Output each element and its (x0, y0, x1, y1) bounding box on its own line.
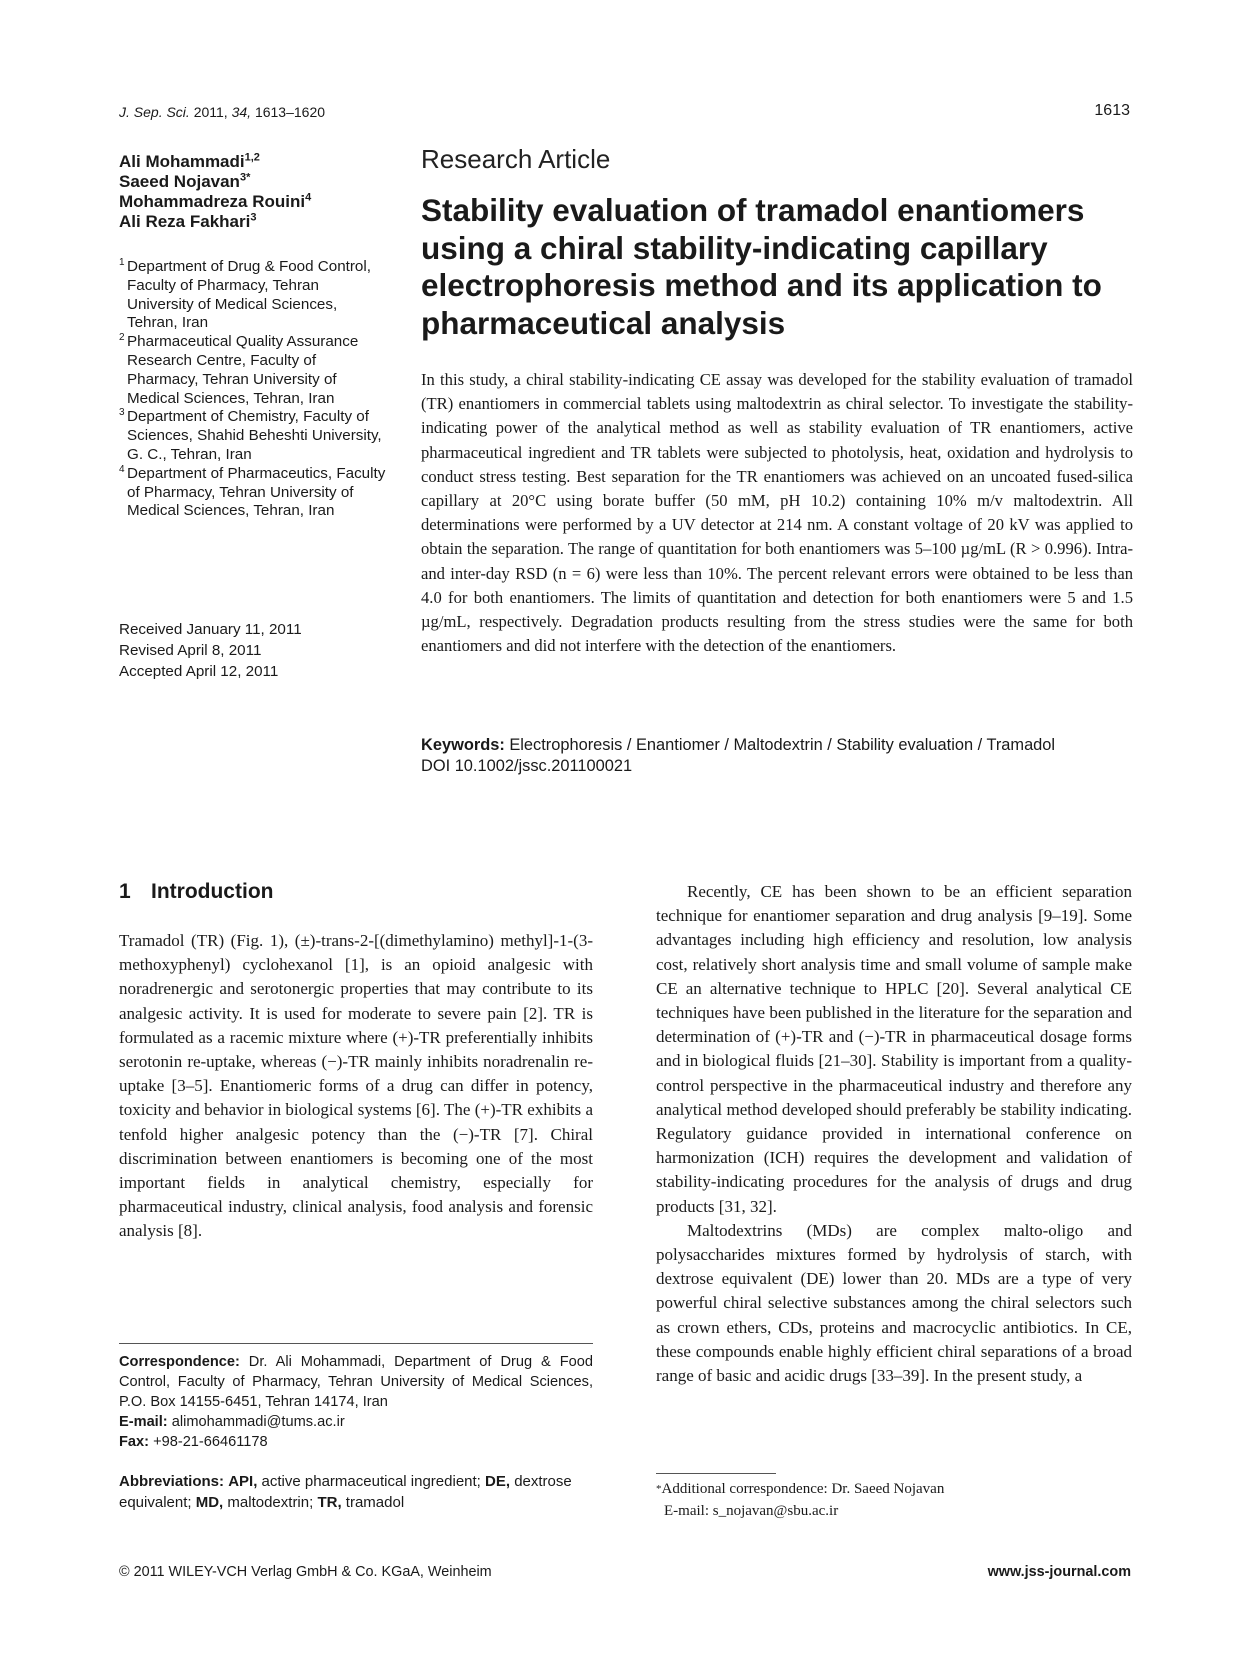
intro-paragraph-2: Recently, CE has been shown to be an efficient separation technique for enantiomer separation and drug analysis [9–19]. Some advantages including high efficiency and resolution, low analysis cost, relatively short analysis time and small volume of sample make CE an alternative technique to HPLC [20]. Several analytical CE techniques have been published in the literature for the separation and determination of (+)-TR and (−)-TR in pharmaceutical dosage forms and in biological fluids [21–30]. Stability is important from a quality-control perspective in the pharmaceutical industry and therefore any analytical method developed should preferably be stability indicating. Regulatory guidance provided in international conference on harmonization (ICH) requires the development and validation of stability-indicating procedures for the analysis of drugs and drug products [31, 32]. (656, 882, 1132, 1216)
footer-journal-url[interactable]: www.jss-journal.com (987, 1564, 1131, 1580)
keywords-label: Keywords: (421, 736, 505, 754)
article-dates (119, 619, 302, 682)
author: Ali Mohammadi$^{1,2}$ (119, 151, 260, 171)
running-head (119, 104, 325, 120)
section-title: Introduction (151, 880, 274, 903)
section-number: 1 (119, 880, 131, 903)
abbreviation: TR, (317, 1493, 342, 1511)
email-label: E-mail: (119, 1414, 168, 1430)
affiliation: 4 Department of Pharmaceutics, Faculty of Pharmacy, Tehran University of Medical Sciences, Tehran, Iran (119, 463, 386, 520)
author: Saeed Nojavan$^{3*}$ (119, 171, 251, 191)
intro-paragraph-1: Tramadol (TR) (Fig. 1), (±)-trans-2-[(dimethylamino) methyl]-1-(3-methoxyphenyl) cyclohexanol [1], is an opioid analgesic with noradrenergic and serotonergic properties that may contribute to its analgesic activity. It is used for moderate to severe pain [2]. TR is formulated as a racemic mixture where (+)-TR preferentially inhibits serotonin re-uptake, whereas (−)-TR mainly inhibits noradrenalin re-uptake [3–5]. Enantiomeric forms of a drug can differ in potency, toxicity and behavior in biological systems [6]. The (+)-TR exhibits a tenfold higher analgesic potency than the (−)-TR [7]. Chiral discrimination between enantiomers is becoming one of the most important fields in analytical chemistry, especially for pharmaceutical industry, clinical analysis, food analysis and forensic analysis [8]. (119, 931, 593, 1241)
footer-copyright: © 2011 WILEY-VCH Verlag GmbH & Co. KGaA, Weinheim (119, 1564, 492, 1580)
journal-volume: 34, (231, 104, 252, 120)
author: Mohammadreza Rouini$^4$ (119, 191, 312, 211)
affiliation-list (119, 258, 389, 521)
affiliation: 2 Pharmaceutical Quality Assurance Research Centre, Faculty of Pharmacy, Tehran University of Medical Sciences, Tehran, Iran (119, 332, 359, 407)
article-title: Stability evaluation of tramadol enantiomers using a chiral stability-indicating capillary electrophoresis method and its application to pharmaceutical analysis (421, 192, 1102, 341)
doi: DOI 10.1002/jssc.201100021 (421, 756, 633, 775)
intro-paragraph-3: Maltodextrins (MDs) are complex malto-oligo and polysaccharides mixtures formed by hydrolysis of starch, with dextrose equivalent (DE) lower than 20. MDs are a type of very powerful chiral selective substances among the chiral selectors such as crown ethers, CDs, proteins and macrocyclic antibiotics. In CE, these compounds enable highly efficient chiral separations of a broad range of basic and acidic drugs [33–39]. In the present study, a (656, 1220, 1132, 1386)
journal-name: J. Sep. Sci. (119, 104, 190, 120)
fax-label: Fax: (119, 1434, 150, 1450)
abbreviation-definition: active pharmaceutical ingredient; (261, 1473, 481, 1490)
received-date: Received January 11, 2011 (119, 621, 302, 638)
right-column-text (656, 880, 1132, 1388)
correspondence-divider (119, 1343, 593, 1344)
author: Ali Reza Fakhari$^3$ (119, 211, 257, 231)
affiliation: 3 Department of Chemistry, Faculty of Sciences, Shahid Beheshti University, G. C., Tehran, Iran (119, 407, 382, 463)
accepted-date: Accepted April 12, 2011 (119, 663, 279, 680)
affiliation: 1 Department of Drug & Food Control, Faculty of Pharmacy, Tehran University of Medical Sciences, Tehran, Iran (119, 257, 371, 332)
correspondence-fax: +98-21-66461178 (153, 1434, 268, 1450)
abbreviation-definition: dextrose equivalent; (119, 1473, 572, 1511)
footnote-line-1: Additional correspondence: Dr. Saeed Nojavan (661, 1481, 945, 1497)
article-type: Research Article (421, 144, 611, 174)
keywords-text: Electrophoresis / Enantiomer / Maltodextrin / Stability evaluation / Tramadol (509, 736, 1056, 754)
footnote-divider (656, 1473, 776, 1474)
keywords-block (421, 735, 1133, 776)
page-number: 1613 (1094, 102, 1130, 119)
abbreviation: DE, (485, 1473, 511, 1490)
journal-pages: 1613–1620 (254, 104, 326, 120)
abbreviations-label: Abbreviations: (119, 1473, 225, 1490)
journal-year: 2011, (193, 104, 228, 120)
footnote-line-2: E-mail: s_nojavan@sbu.ac.ir (664, 1503, 839, 1519)
correspondence-text: Dr. Ali Mohammadi, Department of Drug & Food Control, Faculty of Pharmacy, Tehran University of Medical Sciences, P.O. Box 14155-6451, Tehran 14174, Iran (119, 1354, 593, 1410)
abbreviation-definition: tramadol (345, 1493, 405, 1511)
correspondence-email: alimohammadi@tums.ac.ir (171, 1414, 345, 1430)
abbreviation: API, (228, 1473, 258, 1490)
footnote (656, 1478, 1132, 1522)
author-list (119, 152, 399, 232)
abstract: In this study, a chiral stability-indicating CE assay was developed for the stability evaluation of tramadol (TR) enantiomers in commercial tablets using maltodextrin as chiral selector. To investigate the stability-indicating power of the analytical method as well as stability evaluation of TR enantiomers, active pharmaceutical ingredient and TR tablets were subjected to photolysis, heat, oxidation and hydrolysis to conduct stress testing. Best separation for the TR enantiomers was achieved on an uncoated fused-silica capillary at 20°C using borate buffer (50 mM, pH 10.2) containing 10% m/v maltodextrin. All determinations were performed by a UV detector at 214 nm. A constant voltage of 20 kV was applied to obtain the separation. The range of quantitation for both enantiomers was 5–100 µg/mL (R > 0.996). Intra- and inter-day RSD (n = 6) were less than 10%. The percent relevant errors were obtained to be less than 4.0 for both enantiomers. The limits of quantitation and detection for both enantiomers were 5 and 1.5 µg/mL, respectively. Degradation products resulting from the stress studies were the same for both enantiomers and did not interfere with the detection of the enantiomers. (421, 370, 1133, 656)
revised-date: Revised April 8, 2011 (119, 642, 262, 659)
abbreviation: MD, (195, 1493, 224, 1511)
abbreviation-definition: maltodextrin; (227, 1493, 314, 1511)
abbreviations-block (119, 1472, 593, 1513)
correspondence-label: Correspondence: (119, 1354, 240, 1370)
correspondence-block (119, 1352, 593, 1452)
section-heading-introduction (119, 880, 273, 904)
footnote-symbol: * (656, 1483, 662, 1495)
